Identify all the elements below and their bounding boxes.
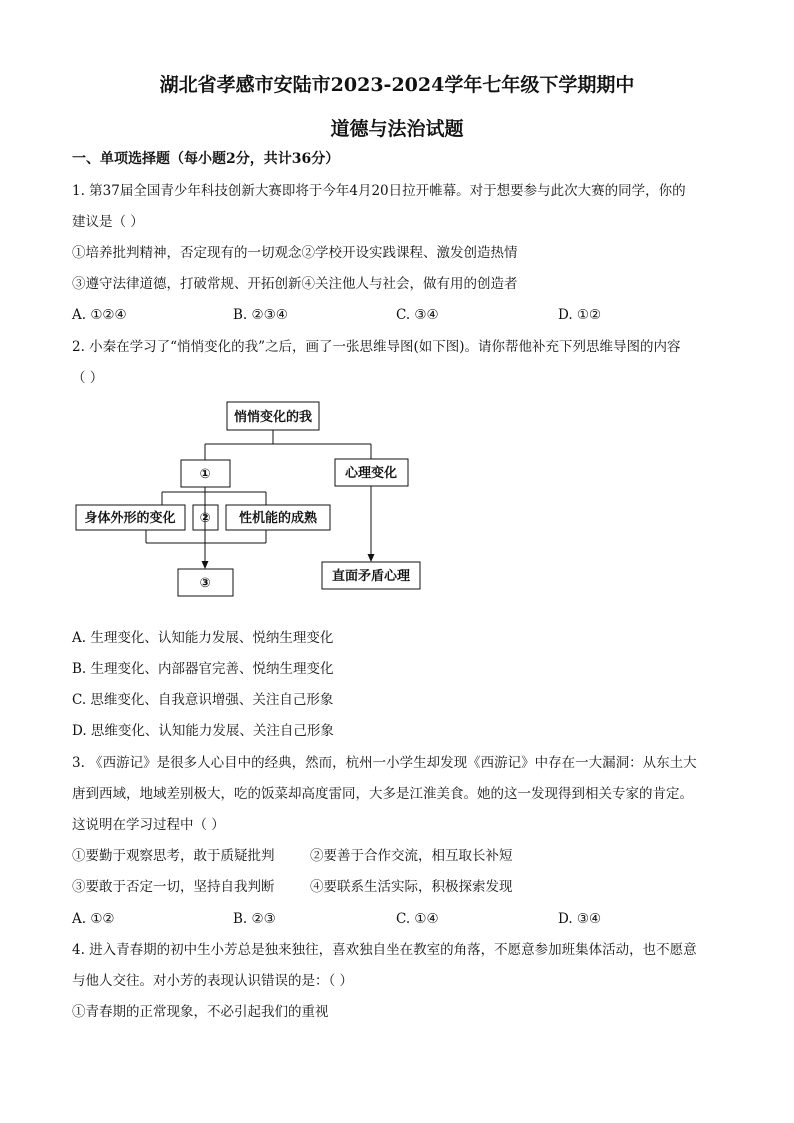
q4-statement-1: ①青春期的正常现象，不必引起我们的重视 <box>72 1004 329 1020</box>
q3-option-b: B. ②③ <box>233 911 276 927</box>
q1-stem-line2: 建议是（ ） <box>72 214 144 230</box>
q1-option-c: C. ③④ <box>396 307 439 323</box>
q3-option-d: D. ③④ <box>558 911 602 927</box>
diagram-blank1-label: ① <box>199 467 211 482</box>
diagram-face-conflict-label: 直面矛盾心理 <box>331 569 411 584</box>
q1-statements-line1: ①培养批判精神，否定现有的一切观念②学校开设实践课程、激发创造热情 <box>72 245 518 261</box>
document-title: 湖北省孝感市安陆市2023-2024学年七年级下学期期中 <box>159 74 635 96</box>
q2-option-b: B. 生理变化、内部器官完善、悦纳生理变化 <box>72 661 334 677</box>
diagram-blank3-label: ③ <box>199 576 211 591</box>
q1-option-d: D. ①② <box>558 307 602 323</box>
q3-option-c: C. ①④ <box>396 911 439 927</box>
q4-stem-line2: 与他人交往。对小芳的表现认识错误的是：（ ） <box>72 973 354 989</box>
diagram-sex-func-label: 性机能的成熟 <box>238 511 318 526</box>
q1-option-b: B. ②③④ <box>233 307 288 323</box>
diagram-psych-label: 心理变化 <box>344 466 398 481</box>
q1-statements-line2: ③遵守法律道德，打破常规、开拓创新④关注他人与社会，做有用的创造者 <box>72 276 518 292</box>
q3-stem-line1: 3. 《西游记》是很多人心目中的经典，然而，杭州一小学生却发现《西游记》中存在一大漏洞：从东土大 <box>72 755 697 771</box>
q2-option-d: D. 思维变化、认知能力发展、关注自己形象 <box>72 723 334 739</box>
diagram-blank2-label: ② <box>199 511 211 526</box>
q2-option-a: A. 生理变化、认知能力发展、悦纳生理变化 <box>72 630 334 646</box>
q3-statement-1: ①要勤于观察思考，敢于质疑批判 <box>72 848 275 864</box>
q3-stem-line3: 这说明在学习过程中（ ） <box>72 817 225 833</box>
diagram-body-shape-label: 身体外形的变化 <box>84 511 176 526</box>
q3-statement-4: ④要联系生活实际，积极探索发现 <box>310 879 513 895</box>
q3-option-a: A. ①② <box>72 911 115 927</box>
section-heading: 一、单项选择题（每小题2分，共计36分） <box>72 151 340 167</box>
q4-stem-line1: 4. 进入青春期的初中生小芳总是独来独往，喜欢独自坐在教室的角落，不愿意参加班集体活动，也不愿意 <box>72 942 697 958</box>
q2-stem-line1: 2. 小秦在学习了“悄悄变化的我”之后，画了一张思维导图(如下图)。请你帮他补充下列思维导图的内容 <box>72 339 681 355</box>
q3-statement-3: ③要敢于否定一切，坚持自我判断 <box>72 879 275 895</box>
q2-stem-line2: （ ） <box>72 370 104 386</box>
q2-option-c: C. 思维变化、自我意识增强、关注自己形象 <box>72 692 334 708</box>
q3-stem-line2: 唐到西域，地域差别极大，吃的饭菜却高度雷同，大多是江淮美食。她的这一发现得到相关专家的肯定。 <box>72 786 693 802</box>
q1-stem-line1: 1. 第37届全国青少年科技创新大赛即将于今年4月20日拉开帷幕。对于想要参与此次大赛的同学，你的 <box>72 183 686 199</box>
document-subtitle: 道德与法治试题 <box>330 118 464 140</box>
q3-statement-2: ②要善于合作交流，相互取长补短 <box>310 848 513 864</box>
q1-option-a: A. ①②④ <box>72 307 127 323</box>
diagram-root-label: 悄悄变化的我 <box>233 410 313 425</box>
